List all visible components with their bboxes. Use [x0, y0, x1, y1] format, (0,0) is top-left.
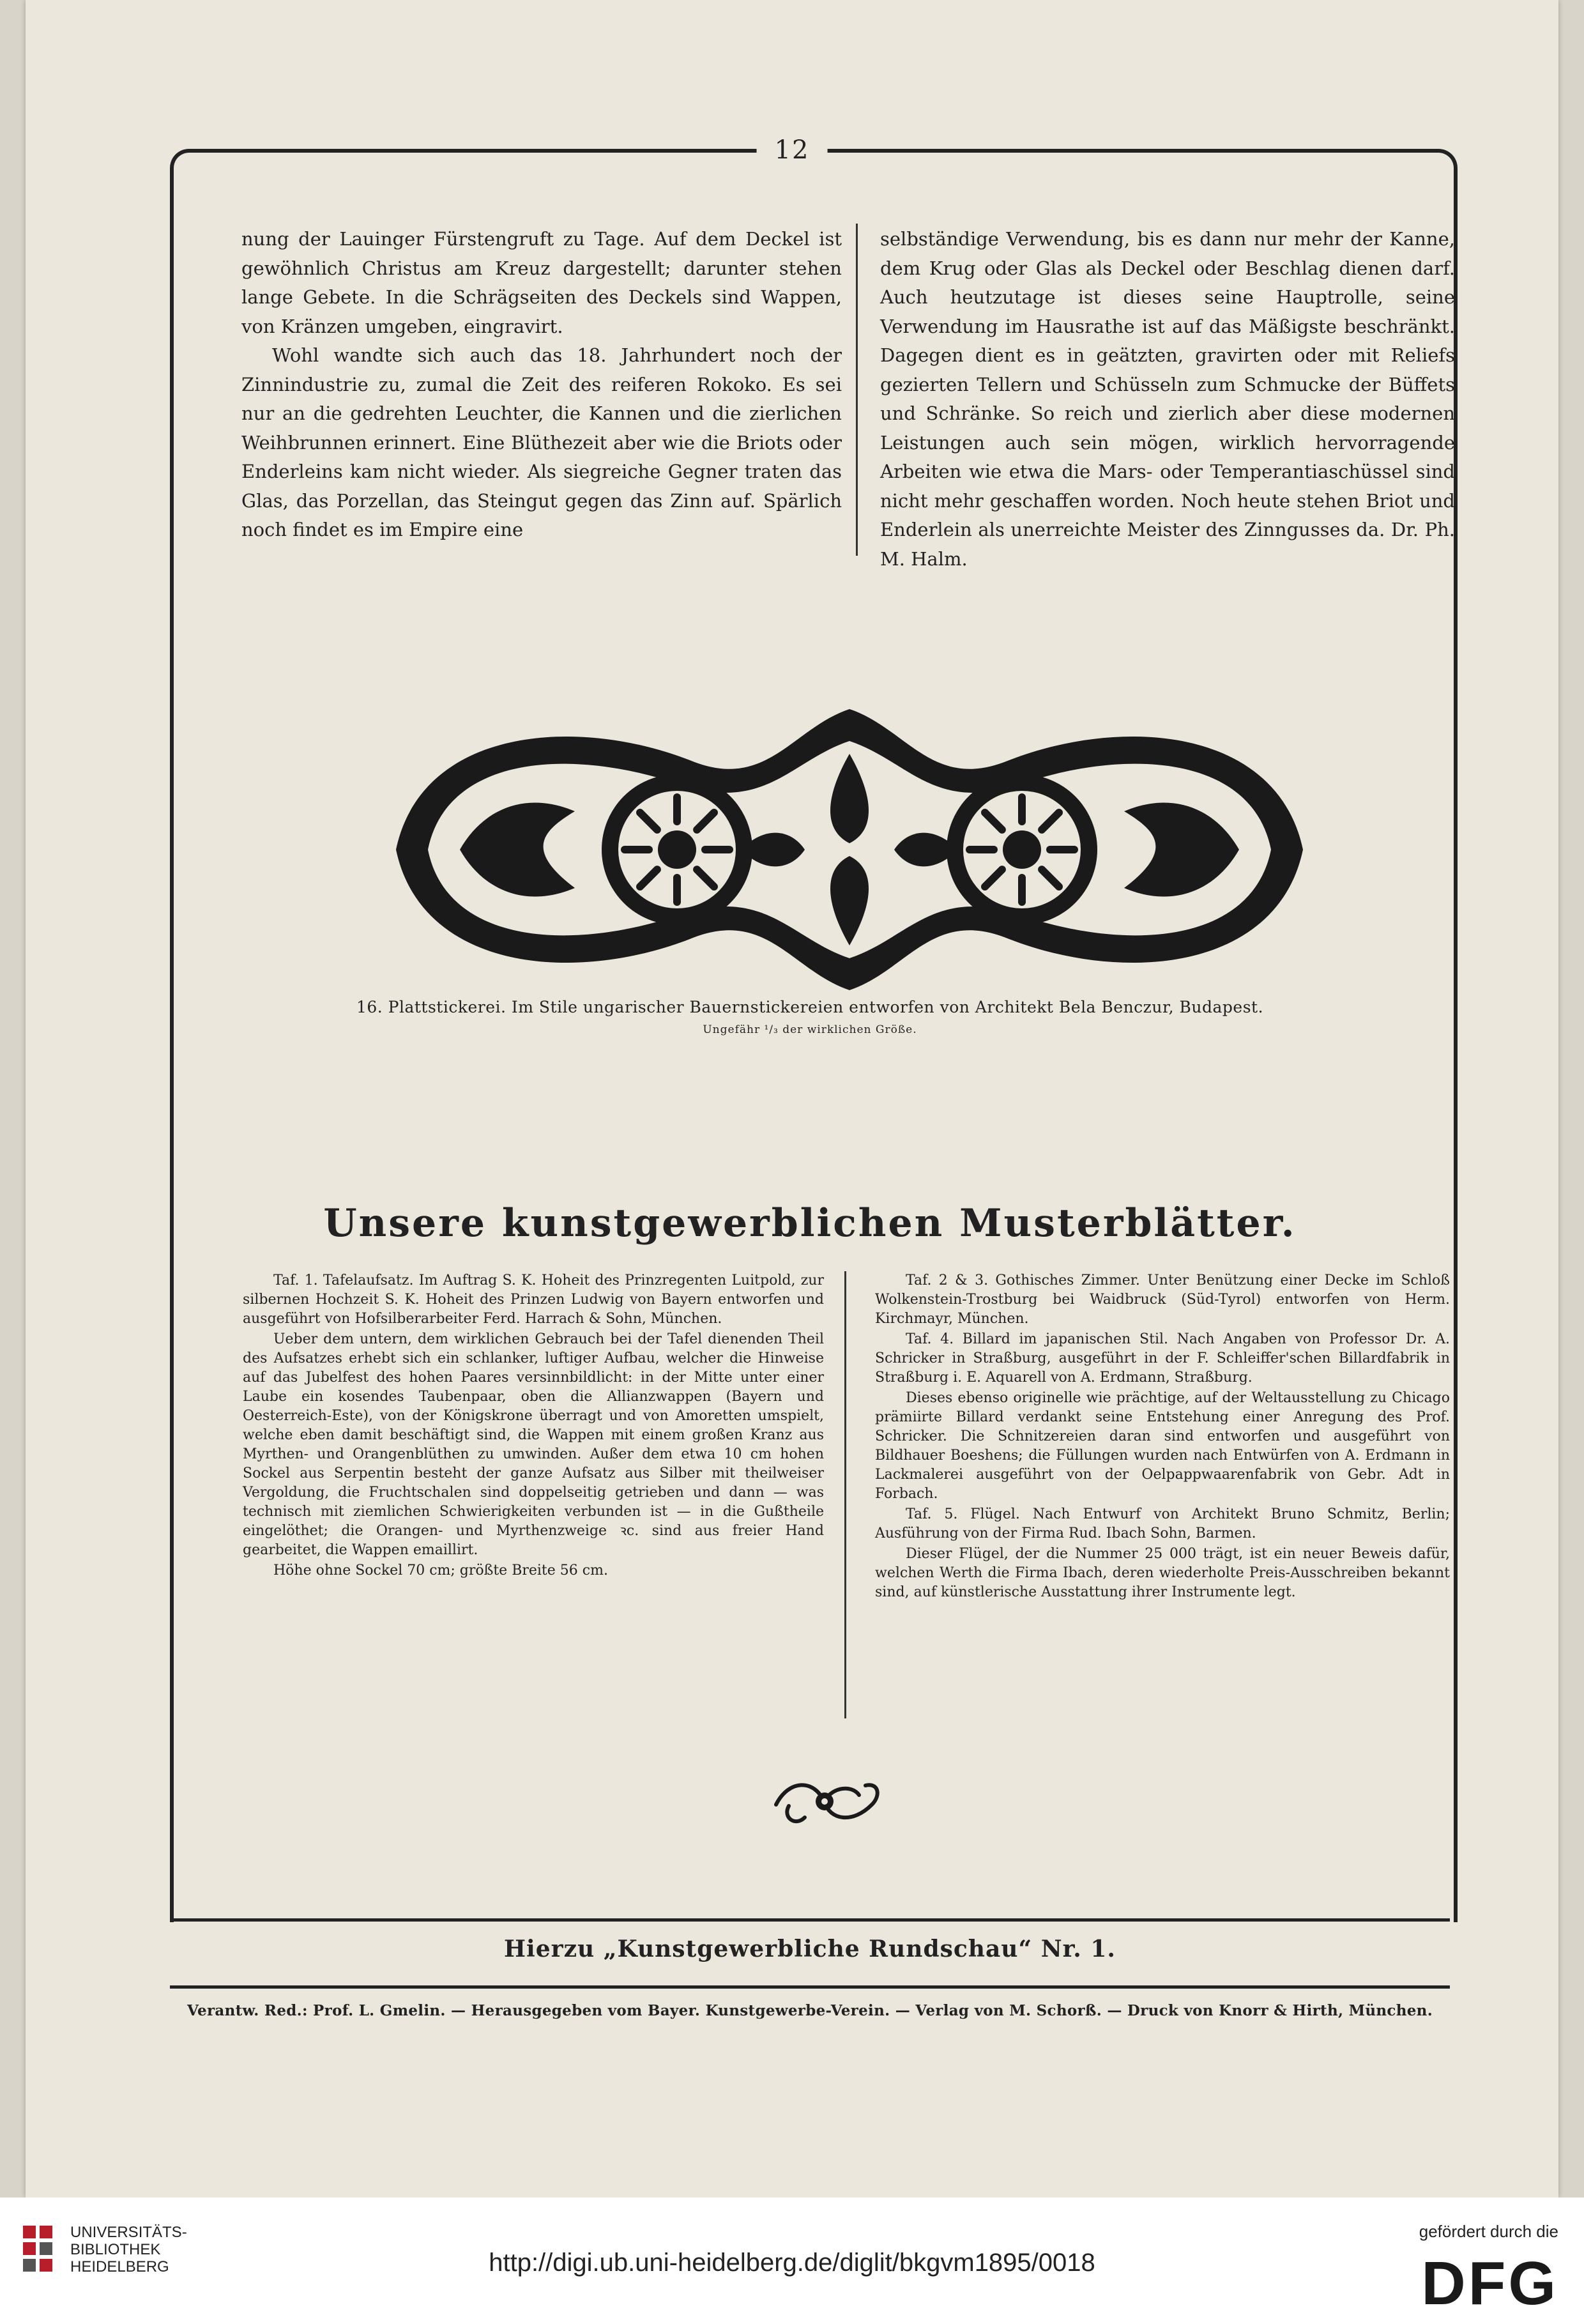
paragraph: nung der Lauinger Fürstengruft zu Tage. Auf dem Deckel ist gewöhnlich Christus am Kreuz dargestellt; darunter stehen lange Gebete. In die Schrägseiten des Deckels sind Wappen, von Kränzen umgeben, eingravirt.: [241, 228, 842, 337]
supplement-note: Hierzu „Kunstgewerbliche Rundschau“ Nr. 1.: [504, 1936, 1116, 1962]
paragraph: selbständige Verwendung, bis es dann nur mehr der Kanne, dem Krug oder Glas als Deckel oder Beschlag dienen darf. Auch heutzutage ist dieses seine Hauptrolle, seine Verwendung im Hausrathe ist auf das Mäßigste beschränkt. Dagegen dient es in geätzten, gravirten oder mit Reliefs gezierten Tellern und Schüsseln zum Schmucke der Büffets und Schränke. So reich und zierlich aber diese modernen Leistungen auch sein mögen, wirklich hervorragende Arbeiten wie etwa die Mars- oder Temperantiaschüssel sind nicht mehr geschaffen worden. Noch heute stehen Briot und Enderlein als unerreichte Meister des Zinngusses da. Dr. Ph. M. Halm.: [880, 228, 1455, 570]
viewer-footer: [0, 2198, 1584, 2324]
upper-left-column: [241, 225, 842, 545]
embroidery-ornament-figure: [383, 703, 1316, 997]
lower-right-column: [875, 1271, 1450, 1603]
horizontal-rule-top: [170, 1918, 1450, 1922]
upper-right-column: [880, 225, 1455, 574]
lower-column-divider: [844, 1271, 846, 1718]
paragraph: Taf. 4. Billard im japanischen Stil. Nach Angaben von Professor Dr. A. Schricker in Straßburg, ausgeführt in der F. Schleiffer'schen Billardfabrik in Straßburg i. E. Aquarell von A. Erdmann, Straßburg.: [875, 1331, 1450, 1386]
paragraph: Wohl wandte sich auch das 18. Jahrhundert noch der Zinnindustrie zu, zumal die Zeit des reiferen Rokoko. Es sei nur an die gedrehten Leuchter, die Kannen und die zierlichen Weihbrunnen erinnert. Eine Blüthezeit aber wie die Briots oder Enderleins kam nicht wieder. Als siegreiche Gegner traten das Glas, das Porzellan, das Steingut gegen das Zinn auf. Spärlich noch findet es im Empire eine: [241, 344, 842, 540]
floral-vignette: [763, 1766, 891, 1837]
paragraph: Taf. 5. Flügel. Nach Entwurf von Architekt Bruno Schmitz, Berlin; Ausführung von der Firma Rud. Ibach Sohn, Barmen.: [875, 1506, 1450, 1541]
page-number-text: 12: [774, 135, 810, 165]
upper-column-divider: [856, 224, 858, 556]
funding-label: gefördert durch die: [1419, 2222, 1558, 2241]
lower-left-column: [243, 1271, 824, 1582]
paragraph: Dieses ebenso originelle wie prächtige, auf der Weltausstellung zu Chicago prämiirte Billard verdankt seine Entstehung einer Anregung des Prof. Schricker. Die Schnitzereien daran sind entworfen und ausgeführt von Bildhauer Boeshens; die Füllungen wurden nach Entwürfen von A. Erdmann in Lackmalerei ausgeführt von der Oelpappwaarenfabrik von Gebr. Adt in Forbach.: [875, 1390, 1450, 1502]
library-name-line: UNIVERSITÄTS-: [70, 2223, 187, 2241]
paragraph: Taf. 1. Tafelaufsatz. Im Auftrag S. K. Hoheit des Prinzregenten Luitpold, zur silbernen Hochzeit S. K. Hoheit des Prinzen Ludwig von Bayern entworfen und ausgeführt von Hofsilberarbeiter Ferd. Harrach & Sohn, München.: [243, 1273, 824, 1327]
horizontal-rule-bottom: [170, 1985, 1450, 1989]
library-name-line: BIBLIOTHEK: [70, 2240, 161, 2258]
page-number: [757, 135, 828, 165]
imprint-line: Verantw. Red.: Prof. L. Gmelin. — Herausgegeben vom Bayer. Kunstgewerbe-Verein. — Verlag von M. Schorß. — Druck von Knorr & Hirth, München.: [187, 2002, 1433, 2019]
paragraph: Dieser Flügel, der die Nummer 25 000 trägt, ist ein neuer Beweis dafür, welchen Werth die Firma Ibach, deren wiederholte Preis-Ausschreiben bekannt sind, auf künstlerische Ausstattung ihrer Instrumente legt.: [875, 1546, 1450, 1600]
paragraph: Taf. 2 & 3. Gothisches Zimmer. Unter Benützung einer Decke im Schloß Wolkenstein-Trostburg bei Waidbruck (Süd-Tyrol) entworfen von Herm. Kirchmayr, München.: [875, 1273, 1450, 1327]
embroidery-ornament-image: [383, 703, 1316, 997]
paragraph: Ueber dem untern, dem wirklichen Gebrauch bei der Tafel dienenden Theil des Aufsatzes erhebt sich ein schlanker, luftiger Aufbau, welcher die Hinweise auf das Jubelfest des hohen Paares versinnbildlicht: in der Mitte unter einer Laube ein kosendes Taubenpaar, oben die Allianzwappen (Bayern und Oesterreich-Este), von der Königskrone überragt und von Amoretten umspielt, welche eben damit beschäftigt sind, die Wappen mit einem großen Kranz aus Myrthen- und Orangenblüthen zu umwinden. Außer dem etwa 10 cm hohen Sockel aus Serpentin besteht der ganze Aufsatz aus Silber mit theilweiser Vergoldung, die Fruchtschalen sind doppelseitig getrieben und dann — was technisch mit ziemlichen Schwierigkeiten verbunden ist — in die Gußtheile eingelöthet; die Orangen- und Myrthenzweige ꝛc. sind aus freier Hand gearbeitet, die Wappen emaillirt.: [243, 1331, 824, 1558]
figure-caption: 16. Plattstickerei. Im Stile ungarischer Bauernstickereien entworfen von Architekt Bela Benczur, Budapest.: [356, 998, 1264, 1016]
library-name-line: HEIDELBERG: [70, 2258, 169, 2275]
permalink-url[interactable]: http://digi.ub.uni-heidelberg.de/diglit/bkgvm1895/0018: [489, 2249, 1095, 2277]
section-heading: Unsere kunstgewerblichen Musterblätter.: [323, 1201, 1297, 1246]
figure-subcaption: Ungefähr ¹/₃ der wirklichen Größe.: [703, 1023, 917, 1036]
paragraph: Höhe ohne Sockel 70 cm; größte Breite 56 cm.: [273, 1563, 608, 1579]
dfg-logo[interactable]: DFG: [1421, 2249, 1558, 2318]
